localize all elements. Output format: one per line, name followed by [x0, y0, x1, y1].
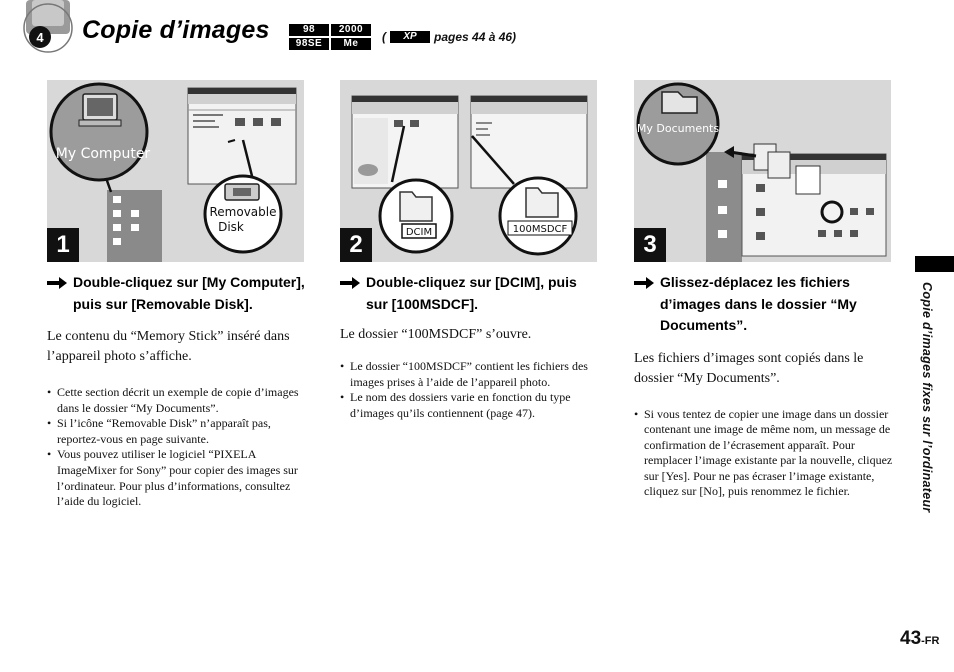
section-marker	[915, 256, 954, 272]
step-3-instruction-text: Glissez-déplacez les fichiers d’images dans le dossier “My Documents”.	[660, 274, 857, 333]
side-section-label: Copie d’images fixes sur l’ordinateur	[920, 282, 934, 513]
arrow-right-icon	[47, 277, 67, 289]
note-item: • Vous pouvez utiliser le logiciel “PIXELA ImageMixer for Sony” pour copier des images sur l’ordinateur. Pour plus d’informations, consultez l’aide du logiciel.	[47, 447, 309, 509]
os-badge-me: Me	[331, 38, 371, 50]
zoom-label-my-computer: My Computer	[55, 146, 151, 162]
note-item: • Cette section décrit un exemple de copie d’images dans le dossier “My Documents”.	[47, 385, 309, 416]
step-number-2: 2	[340, 228, 372, 262]
step-3-screenshot	[634, 80, 891, 262]
os-badge-98: 98	[289, 24, 329, 36]
note-item: • Le nom des dossiers varie en fonction du type d’images qu’ils contiennent (page 47).	[340, 390, 602, 421]
page-number	[900, 628, 939, 650]
step-1-notes	[47, 385, 309, 510]
xp-page-reference	[382, 30, 516, 44]
zoom-label-disk: Disk	[218, 220, 244, 234]
step-3-description: Les fichiers d’images sont copiés dans le dossier “My Documents”.	[634, 350, 864, 386]
zoom-label-100msdcf: 100MSDCF	[512, 224, 568, 235]
page-number-suffix: -FR	[921, 635, 940, 647]
os-badges	[289, 24, 371, 50]
page-number-value: 43	[900, 628, 922, 649]
step-2-instruction-text: Double-cliquez sur [DCIM], puis sur [100MSDCF].	[366, 274, 577, 312]
zoom-label-removable: Removable	[209, 205, 277, 219]
note-item: • Si l’icône “Removable Disk” n’apparaît pas, reportez-vous en page suivante.	[47, 416, 309, 447]
chapter-tab-icon	[20, 0, 76, 56]
zoom-label-dcim: DCIM	[405, 227, 433, 238]
page-title: Copie d’images	[82, 16, 270, 44]
note-item: • Si vous tentez de copier une image dans un dossier contenant une image de même nom, un message de confirmation de l’écrasement apparaît. Pour remplacer l’image existante par la nouvelle, cliquez sur [Yes]. Pour ne pas écraser l’image existante, cliquez sur [No], puis renommez le fichier.	[634, 407, 896, 501]
step-2-screenshot	[340, 80, 597, 262]
step-1-instruction	[47, 272, 309, 315]
step-2-instruction	[340, 272, 602, 315]
step-1-instruction-text: Double-cliquez sur [My Computer], puis sur [Removable Disk].	[73, 274, 305, 312]
step-3-notes	[634, 407, 896, 501]
arrow-right-icon	[634, 277, 654, 289]
xp-badge: XP	[390, 31, 430, 43]
step-3-text	[634, 272, 896, 500]
step-2-notes	[340, 359, 602, 421]
step-1-screenshot	[47, 80, 304, 262]
zoom-label-my-documents: My Documents	[636, 122, 720, 135]
step-2-description: Le dossier “100MSDCF” s’ouvre.	[340, 327, 532, 342]
msdcf-folder-icon	[526, 188, 558, 217]
note-item: • Le dossier “100MSDCF” contient les fichiers des images prises à l’aide de l’appareil photo.	[340, 359, 602, 390]
xp-ref-open: (	[382, 30, 386, 44]
chapter-number: 4	[36, 30, 44, 45]
step-3-instruction	[634, 272, 896, 337]
arrow-right-icon	[340, 277, 360, 289]
step-2-text	[340, 272, 602, 421]
step-number-3: 3	[634, 228, 666, 262]
dcim-folder-icon	[400, 192, 432, 221]
step-number-1: 1	[47, 228, 79, 262]
os-badge-98se: 98SE	[289, 38, 329, 50]
os-badge-2000: 2000	[331, 24, 371, 36]
xp-ref-pages: pages 44 à 46)	[434, 30, 517, 44]
step-1-description: Le contenu du “Memory Stick” inséré dans l’appareil photo s’affiche.	[47, 329, 290, 364]
step-1-text	[47, 272, 309, 510]
